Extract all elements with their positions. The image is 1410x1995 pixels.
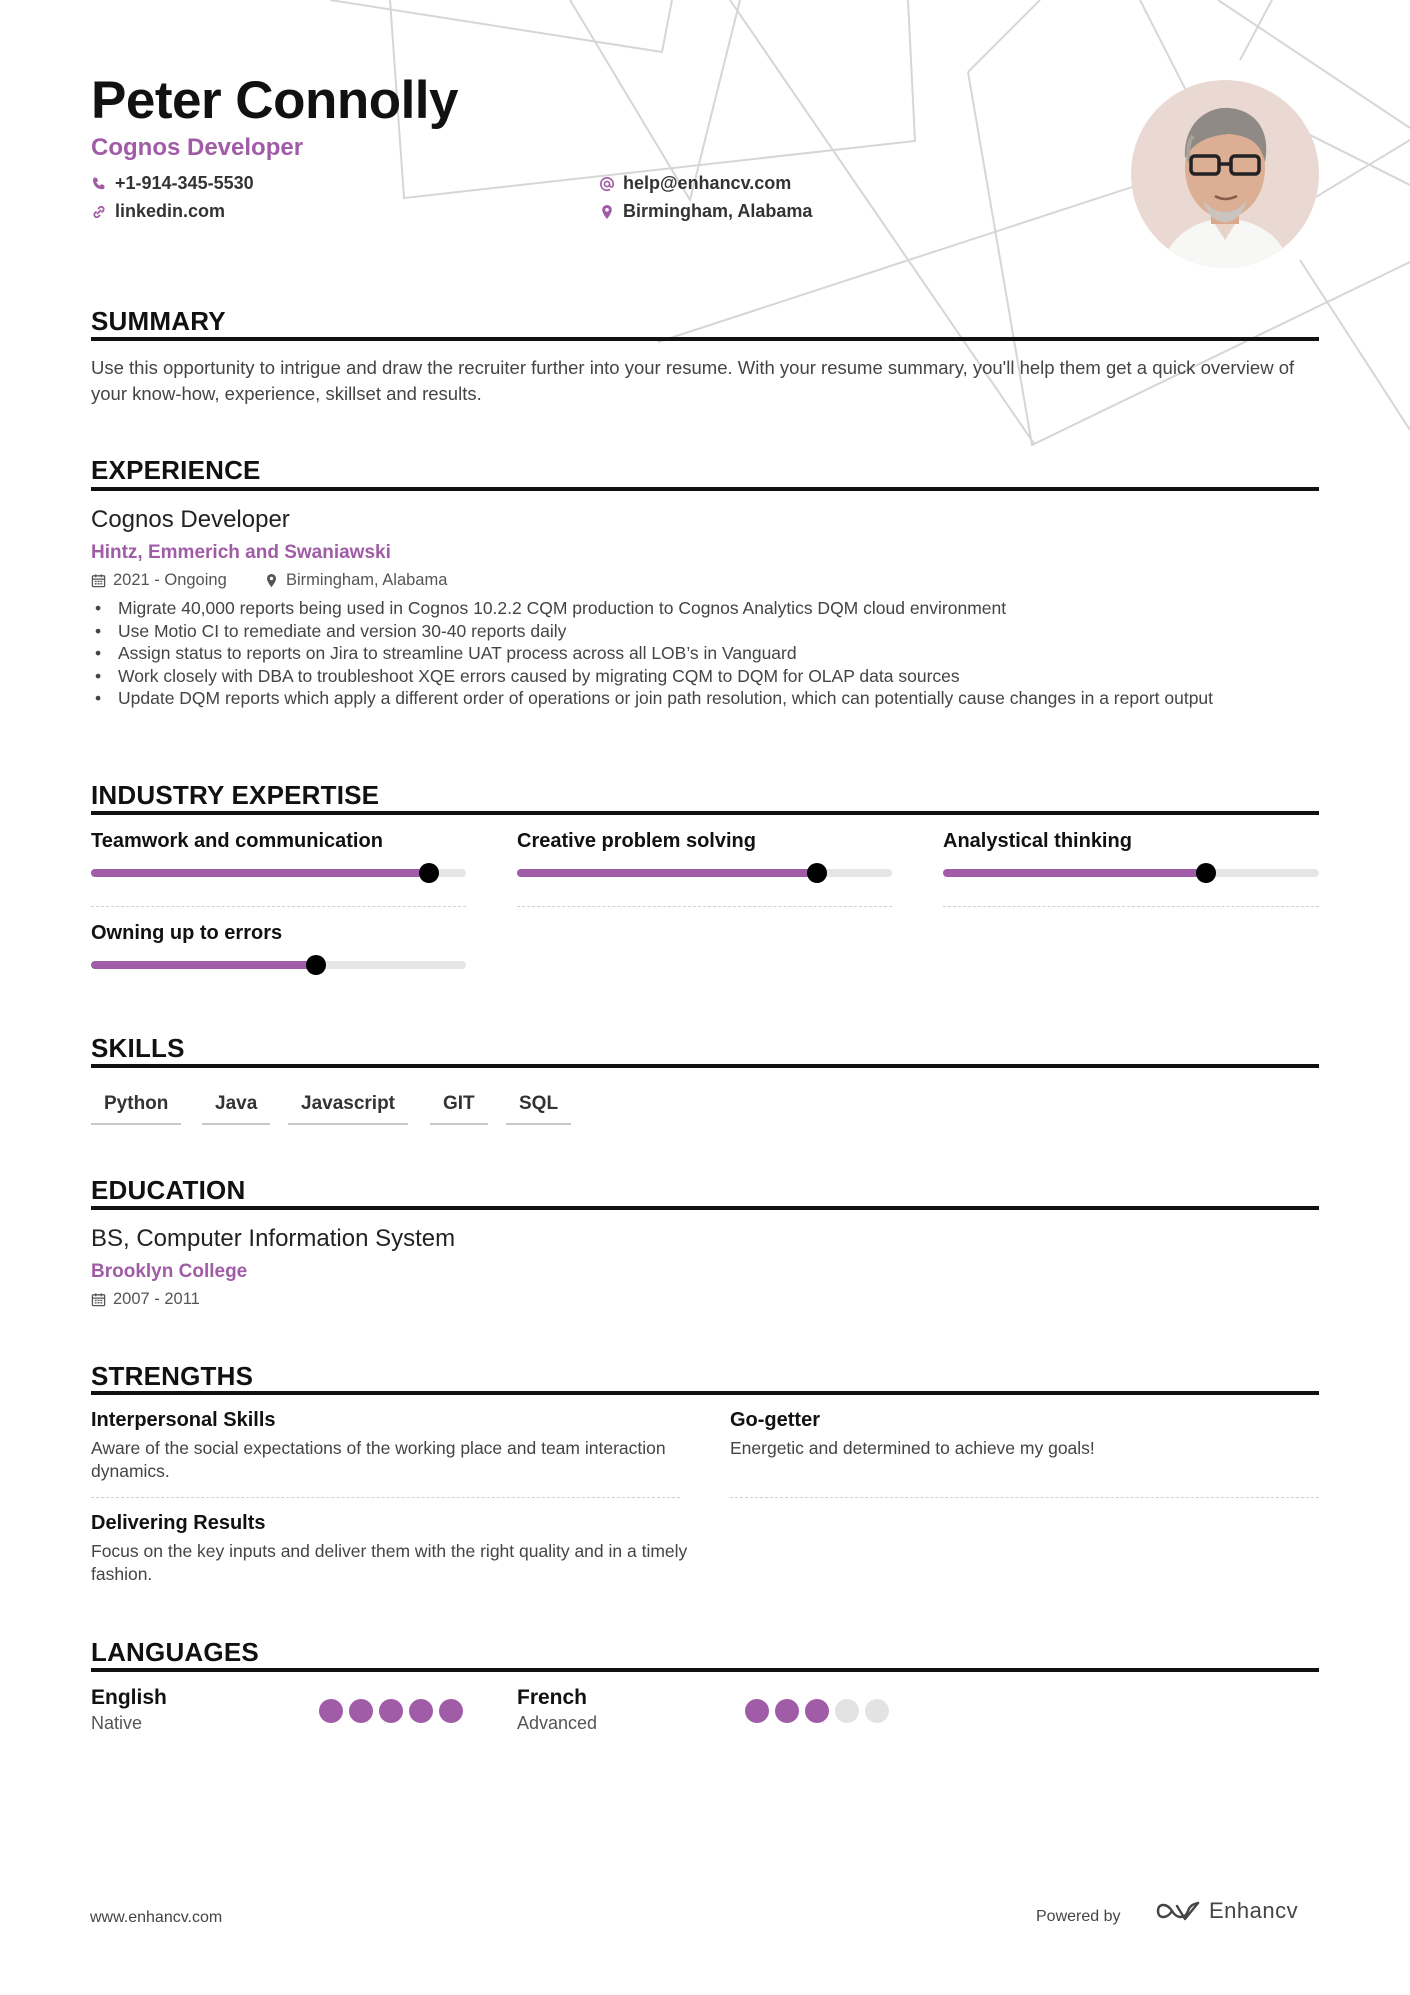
enhancv-logo[interactable] xyxy=(1155,1898,1298,1924)
list-item: • Use Motio CI to remediate and version 30-40 reports daily xyxy=(91,620,1319,643)
experience-role: Cognos Developer xyxy=(91,506,290,533)
expertise-label-owning: Owning up to errors xyxy=(91,922,283,944)
experience-location-text: Birmingham, Alabama xyxy=(286,571,448,589)
divider xyxy=(91,906,466,907)
strengths-rule xyxy=(91,1391,1319,1395)
strength-text: Energetic and determined to achieve my goals! xyxy=(730,1438,1095,1458)
rating-dot-filled xyxy=(775,1699,799,1723)
rating-dot-empty xyxy=(865,1699,889,1723)
expertise-fill xyxy=(517,869,817,877)
location-text: Birmingham, Alabama xyxy=(623,201,813,221)
language-name: English xyxy=(91,1686,167,1709)
language-level: Advanced xyxy=(517,1713,598,1733)
rating-dot-filled xyxy=(379,1699,403,1723)
email-contact[interactable] xyxy=(599,173,791,194)
footer-url[interactable]: www.enhancv.com xyxy=(90,1909,223,1926)
list-item: • Assign status to reports on Jira to streamline UAT process across all LOB’s in Vanguard xyxy=(91,642,1319,665)
phone-icon xyxy=(91,176,107,192)
footer-powered-by: Powered by xyxy=(1036,1908,1121,1925)
expertise-label-creative: Creative problem solving xyxy=(517,830,756,852)
education-school: Brooklyn College xyxy=(91,1261,248,1282)
list-item: • Work closely with DBA to troubleshoot XQE errors caused by migrating CQM to DQM for OLAP data sources xyxy=(91,665,1319,688)
calendar-icon xyxy=(91,1292,106,1307)
experience-dates xyxy=(91,571,227,590)
strengths-heading: STRENGTHS xyxy=(91,1361,254,1391)
summary-text: Use this opportunity to intrigue and draw the recruiter further into your resume. With your resume summary, you'll help them get a quick overview of your know-how, experience, skillset and results. xyxy=(91,357,1295,404)
location-contact xyxy=(599,201,812,222)
experience-location xyxy=(264,571,447,590)
expertise-bar-creative xyxy=(517,869,892,877)
experience-dates-text: 2021 - Ongoing xyxy=(113,571,227,589)
skill-tag: Java xyxy=(202,1087,270,1125)
experience-company: Hintz, Emmerich and Swaniawski xyxy=(91,542,391,563)
calendar-icon xyxy=(91,573,106,588)
languages-rule xyxy=(91,1668,1319,1672)
divider xyxy=(730,1497,1319,1498)
experience-rule xyxy=(91,487,1319,491)
rating-dot-filled xyxy=(805,1699,829,1723)
expertise-heading: INDUSTRY EXPERTISE xyxy=(91,780,380,810)
candidate-name: Peter Connolly xyxy=(91,71,459,130)
expertise-fill xyxy=(943,869,1206,877)
rating-dot-filled xyxy=(319,1699,343,1723)
expertise-knob xyxy=(306,955,326,975)
list-item: • Update DQM reports which apply a different order of operations or join path resolution, which can potentially cause changes in a report output xyxy=(91,687,1319,710)
expertise-bar-analytical xyxy=(943,869,1319,877)
divider xyxy=(517,906,892,907)
education-rule xyxy=(91,1206,1319,1210)
skill-tag: SQL xyxy=(506,1087,571,1125)
at-icon xyxy=(599,176,615,192)
divider xyxy=(943,906,1319,907)
experience-heading: EXPERIENCE xyxy=(91,455,261,485)
expertise-knob xyxy=(419,863,439,883)
strength-text: Aware of the social expectations of the working place and team interaction dynamics. xyxy=(91,1438,666,1481)
candidate-title: Cognos Developer xyxy=(91,134,304,161)
expertise-rule xyxy=(91,811,1319,815)
languages-heading: LANGUAGES xyxy=(91,1637,259,1667)
education-dates-text: 2007 - 2011 xyxy=(113,1290,200,1308)
education-heading: EDUCATION xyxy=(91,1175,246,1205)
rating-dot-filled xyxy=(409,1699,433,1723)
list-item: • Migrate 40,000 reports being used in Cognos 10.2.2 CQM production to Cognos Analytics DQM cloud environment xyxy=(91,597,1319,620)
education-degree: BS, Computer Information System xyxy=(91,1225,456,1252)
skills-rule xyxy=(91,1064,1319,1068)
strength-title: Interpersonal Skills xyxy=(91,1409,276,1431)
expertise-label-analytical: Analystical thinking xyxy=(943,830,1132,852)
expertise-bar-teamwork xyxy=(91,869,466,877)
strength-title: Delivering Results xyxy=(91,1512,266,1534)
experience-bullets xyxy=(91,597,1319,710)
email-text: help@enhancv.com xyxy=(623,173,792,193)
language-name: French xyxy=(517,1686,588,1709)
phone-contact[interactable] xyxy=(91,173,254,194)
phone-text: +1-914-345-5530 xyxy=(115,173,254,193)
divider xyxy=(91,1497,680,1498)
linkedin-text: linkedin.com xyxy=(115,201,226,221)
rating-dot-empty xyxy=(835,1699,859,1723)
expertise-fill xyxy=(91,961,316,969)
rating-dot-filled xyxy=(745,1699,769,1723)
rating-dot-filled xyxy=(349,1699,373,1723)
enhancv-logo-icon xyxy=(1155,1898,1201,1924)
expertise-bar-owning xyxy=(91,961,466,969)
skill-tag: GIT xyxy=(430,1087,488,1125)
expertise-label-teamwork: Teamwork and communication xyxy=(91,830,383,852)
strength-title: Go-getter xyxy=(730,1409,820,1431)
summary-heading: SUMMARY xyxy=(91,306,226,336)
enhancv-logo-text: Enhancv xyxy=(1209,1898,1299,1923)
profile-photo xyxy=(1131,80,1319,268)
language-level: Native xyxy=(91,1713,143,1733)
linkedin-contact[interactable] xyxy=(91,201,225,222)
skill-tag: Javascript xyxy=(288,1087,408,1125)
expertise-knob xyxy=(1196,863,1216,883)
rating-dot-filled xyxy=(439,1699,463,1723)
summary-rule xyxy=(91,337,1319,341)
expertise-knob xyxy=(807,863,827,883)
skill-tag: Python xyxy=(91,1087,181,1125)
strength-text: Focus on the key inputs and deliver them with the right quality and in a timely fashion. xyxy=(91,1541,688,1584)
expertise-fill xyxy=(91,869,429,877)
link-icon xyxy=(91,204,107,220)
education-dates xyxy=(91,1290,200,1309)
location-pin-icon xyxy=(264,573,279,588)
location-pin-icon xyxy=(599,204,615,220)
skills-heading: SKILLS xyxy=(91,1033,185,1063)
